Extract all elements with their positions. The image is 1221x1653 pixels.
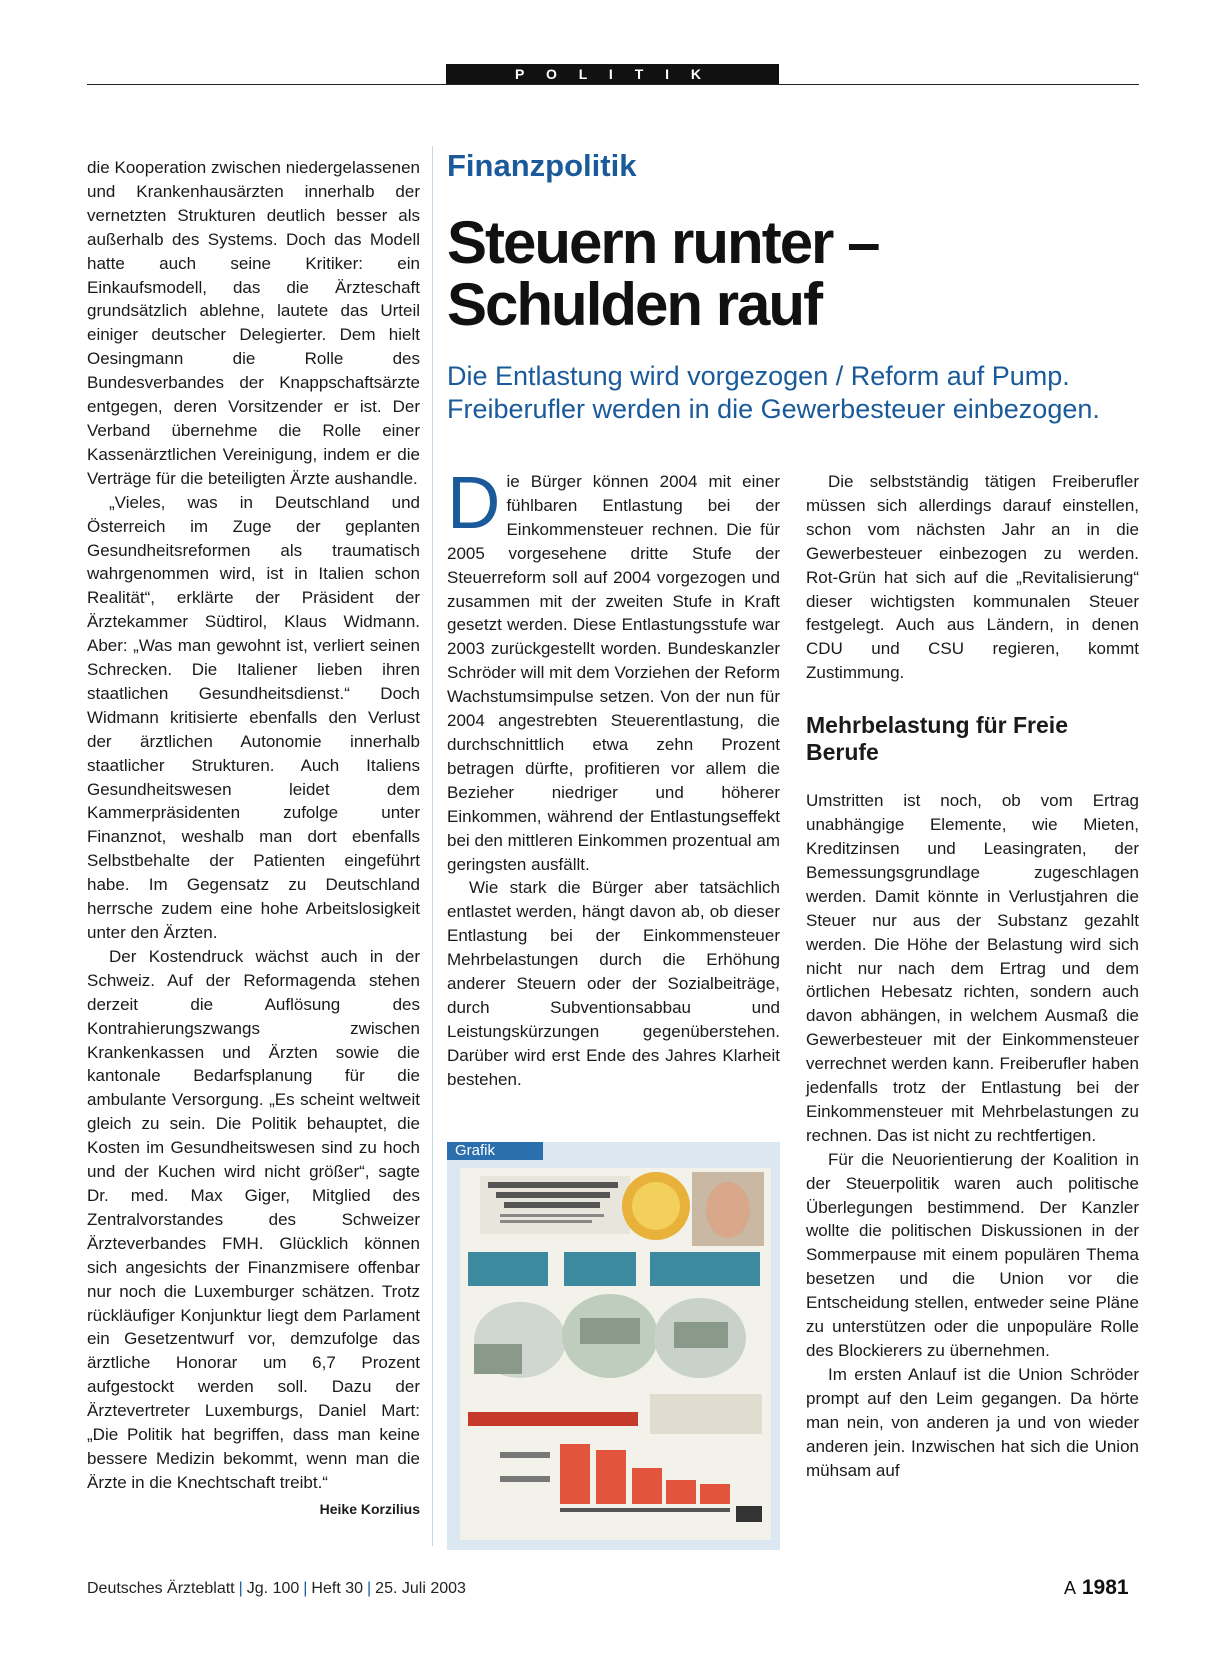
footer-volume: Jg. 100 <box>246 1580 300 1597</box>
header-rule <box>87 84 1139 85</box>
headline-line-2: Schulden rauf <box>447 271 822 338</box>
col3-paragraph-2: Umstritten ist noch, ob vom Ertrag unabhängige Elemente, wie Mieten, Kreditzinsen und Leasingraten, der Bemessungsgrundlage zugeschlagen werden. Damit könnte in Verlustjahren die Steuer nur aus der Substanz gezahlt werden. Die Höhe der Belastung wird sich nicht nur nach dem Ertrag und dem örtlichen Hebesatz richten, sondern auch davon abhängen, in welchem Ausmaß die Gewerbesteuer mit der Einkommensteuer verrechnet werden kann. Freiberufler haben jedenfalls trotz der Entlastung bei der Einkommensteuer mit Mehrbelastungen zu rechnen. Das ist nicht zu rechtfertigen. <box>806 791 1139 1145</box>
col2-paragraph-1-text: ie Bürger können 2004 mit einer fühlbaren Entlastung bei der Einkommensteuer rechnen. Die für 2005 vorgesehene dritte Stufe der Steuerreform soll auf 2004 vorgezogen und zusammen mit der zweiten Stufe in Kraft gesetzt werden. Diese Entlastungsstufe war 2003 zurückgestellt worden. Bundeskanzler Schröder will mit dem Vorziehen der Reform Wachstumsimpulse setzen. Von der nun für 2004 angestrebten Steuerentlastung, die durchschnittlich etwa zehn Prozent betragen dürfte, profitieren vor allem die Bezieher niedriger und höherer Einkommen, während der Entlastungseffekt bei den mittleren Einkommen prozentual am geringsten ausfällt. <box>447 472 780 874</box>
subheading: Mehrbelastung für Freie Berufe <box>806 712 1068 766</box>
page-number-value: 1981 <box>1081 1576 1129 1599</box>
footer-date: 25. Juli 2003 <box>375 1580 466 1597</box>
page-prefix: A <box>1064 1578 1077 1598</box>
column-divider <box>432 146 433 1546</box>
col2-paragraph-1 <box>447 461 780 876</box>
footer-issue: Heft 30 <box>311 1580 364 1597</box>
col1-paragraph-1: die Kooperation zwischen niedergelassenen und Krankenhausärzten innerhalb der vernetzten Strukturen deutlich besser als außerhalb des Systems. Doch das Modell hatte auch seine Kritiker: ein Einkaufsmodell, das die Ärzteschaft grundsätzlich ablehne, lautete das Urteil einiger deutscher Delegierter. Dem hielt Oesingmann die Rolle des Bundesverbandes der Knappschaftsärzte entgegen, deren Vorsitzender er ist. Der Verband übernehme die Rolle einer Kassenärztlichen Vereinigung, indem er die Verträge für die beteiligten Ärzte aushandle. <box>87 158 420 488</box>
section-label: P O L I T I K <box>446 64 779 85</box>
page-footer: Deutsches Ärzteblatt | Jg. 100 | Heft 30 | 25. Juli 2003 <box>87 1580 466 1597</box>
infographic-image <box>460 1168 771 1540</box>
column-right <box>806 470 1139 1482</box>
col1-paragraph-2: „Vieles, was in Deutschland und Österreich im Zuge der geplanten Gesundheitsreformen als traumatisch wahrgenommen wird, ist in Italien schon Realität“, erklärte der Präsident der Ärztekammer Südtirol, Klaus Widmann. Aber: „Was man gewohnt ist, verliert seinen Schrecken. Die Italiener lieben ihren staatlichen Gesundheitsdienst.“ Doch Widmann kritisierte ebenfalls den Verlust der ärztlichen Autonomie innerhalb staatlicher Strukturen. Auch Italiens Gesundheitswesen leidet dem Kammerpräsidenten zufolge unter Finanznot, weshalb man dort ebenfalls Selbstbehalte der Patienten eingeführt habe. Im Gegensatz zu Deutschland herrsche zudem eine hohe Arbeitslosigkeit unter den Ärzten. <box>87 492 420 942</box>
article-headline <box>447 209 1147 338</box>
col2-paragraph-2: Wie stark die Bürger aber tatsächlich entlastet werden, hängt davon ab, ob dieser Entlastung bei der Einkommensteuer Mehrbelastungen durch die Erhöhung anderer Steuern oder der Sozialbeiträge, durch Subventionsabbau und Leistungskürzungen gegenüberstehen. Darüber wird erst Ende des Jahres Klarheit bestehen. <box>447 878 780 1089</box>
col3-paragraph-4: Im ersten Anlauf ist die Union Schröder prompt auf den Leim gegangen. Da hörte man nein, von anderen ja und von wieder anderen jein. Inzwischen hat sich die Union mühsam auf <box>806 1364 1139 1480</box>
author-byline: Heike Korzilius <box>319 1500 420 1517</box>
col3-paragraph-3: Für die Neuorientierung der Koalition in der Steuerpolitik waren auch politische Überlegungen bestimmend. Der Kanzler wollte die politischen Diskussionen in der Sommerpause mit einem populären Thema besetzen und die Union vor die Entscheidung stellen, entweder seine Pläne zu unterstützen oder die unpopuläre Rolle des Blockierers zu übernehmen. <box>806 1149 1139 1360</box>
column-left <box>87 156 420 1522</box>
col3-paragraph-1: Die selbstständig tätigen Freiberufler müssen sich allerdings darauf einstellen, schon vom nächsten Jahr an in die Gewerbesteuer einbezogen zu werden. Rot-Grün hat sich auf die „Revitalisierung“ dieser wichtigsten kommunalen Steuer festgelegt. Auch aus Ländern, in denen CDU und CSU regieren, kommt Zustimmung. <box>806 472 1139 683</box>
infographic <box>447 1142 780 1550</box>
page-number <box>1064 1576 1129 1600</box>
column-middle <box>447 461 780 1092</box>
infographic-illustration <box>460 1168 771 1540</box>
deck-line-1: Die Entlastung wird vorgezogen / Reform auf Pump. <box>447 361 1070 391</box>
deck-line-2: Freiberufler werden in die Gewerbesteuer einbezogen. <box>447 394 1100 424</box>
drop-cap: D <box>447 461 501 544</box>
footer-journal: Deutsches Ärzteblatt <box>87 1580 235 1597</box>
graphic-label: Grafik <box>447 1142 543 1160</box>
article-deck <box>447 360 1147 426</box>
headline-line-1: Steuern runter – <box>447 209 879 276</box>
article-kicker: Finanzpolitik <box>447 148 637 183</box>
col1-paragraph-3 <box>87 945 420 1517</box>
col1-paragraph-3-text: Der Kostendruck wächst auch in der Schweiz. Auf der Reformagenda stehen derzeit die Auflösung des Kontrahierungszwangs zwischen Krankenkassen und Ärzten sowie die kantonale Bedarfsplanung für die ambulante Versorgung. „Es scheint weltweit gleich zu sein. Die Politik behauptet, die Kosten im Gesundheitswesen sind zu hoch und der Kuchen wird nicht größer“, sagte Dr. med. Max Giger, Mitglied des Zentralvorstandes des Schweizer Ärzteverbandes FMH. Glücklich können sich angesichts der Finanzmisere offenbar nur noch die Luxemburger schätzen. Trotz rückläufiger Konjunktur liegt dem Parlament ein Gesetzentwurf vor, demzufolge das ärztliche Honorar um 6,7 Prozent aufgestockt werden soll. Dazu der Ärztevertreter Luxemburgs, Daniel Mart: „Die Politik hat begriffen, dass man keine bessere Medizin bekommt, wenn man die Ärzte in die Knechtschaft treibt.“ <box>87 946 420 1492</box>
